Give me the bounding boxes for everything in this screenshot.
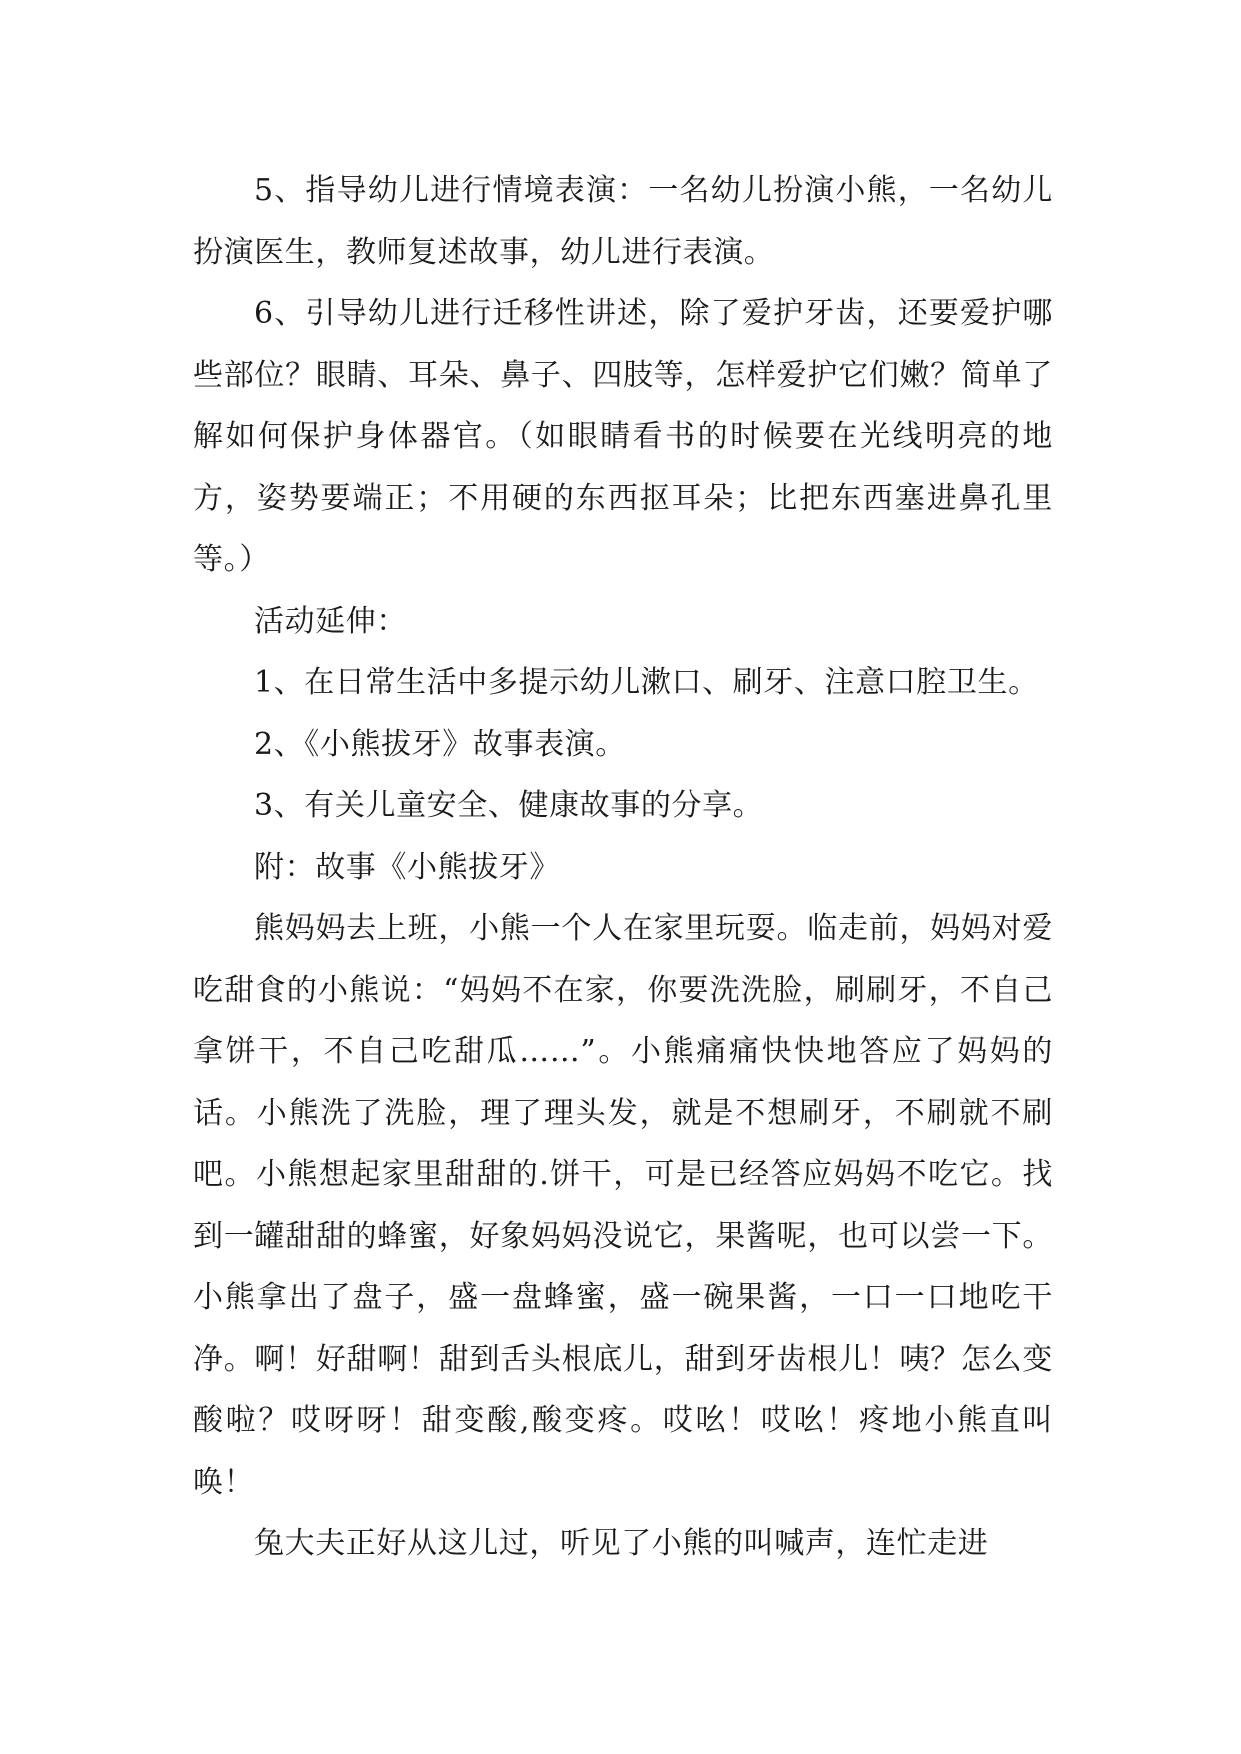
document-body: [193, 160, 1053, 1575]
section-heading-appendix-story: 附：故事《小熊拔牙》: [254, 849, 560, 885]
paragraph-extension-2: 2、《小熊拔牙》故事表演。: [254, 726, 626, 762]
paragraph-extension-1: 1、在日常生活中多提示幼儿漱口、刷牙、注意口腔卫生。: [254, 665, 1039, 700]
paragraph-story-1: 熊妈妈去上班，小熊一个人在家里玩耍。临走前，妈妈对爱吃甜食的小熊说：“妈妈不在家，你要洗洗脸，刷刷牙，不自己拿饼干，不自己吃甜瓜……”。小熊痛痛快快地答应了妈妈的话。小熊洗了洗脸，理了理头发，就是不想刷牙，不刷就不刷吧。小熊想起家里甜甜的.饼干，可是已经答应妈妈不吃它。找到一罐甜甜的蜂蜜，好象妈妈没说它，果酱呢，也可以尝一下。小熊拿出了盘子，盛一盘蜂蜜，盛一碗果酱，一口一口地吃干净。啊！好甜啊！甜到舌头根底儿，甜到牙齿根儿！咦？怎么变酸啦？哎呀呀！甜变酸,酸变疼。哎吆！哎吆！疼地小熊直叫唤！: [193, 911, 1053, 1500]
paragraph-step-5: 5、指导幼儿进行情境表演：一名幼儿扮演小熊，一名幼儿扮演医生，教师复述故事，幼儿进行表演。: [193, 173, 1053, 270]
paragraph-extension-3: 3、有关儿童安全、健康故事的分享。: [254, 788, 764, 823]
paragraph-story-2: 兔大夫正好从这儿过，听见了小熊的叫喊声，连忙走进: [254, 1526, 989, 1561]
paragraph-step-6: 6、引导幼儿进行迁移性讲述，除了爱护牙齿，还要爱护哪些部位？眼睛、耳朵、鼻子、四肢等，怎样爱护它们嫩？简单了解如何保护身体器官。（如眼睛看书的时候要在光线明亮的地方，姿势要端正；不用硬的东西抠耳朵；比把东西塞进鼻孔里等。）: [193, 296, 1053, 577]
section-heading-activity-extension: 活动延伸：: [254, 603, 407, 639]
